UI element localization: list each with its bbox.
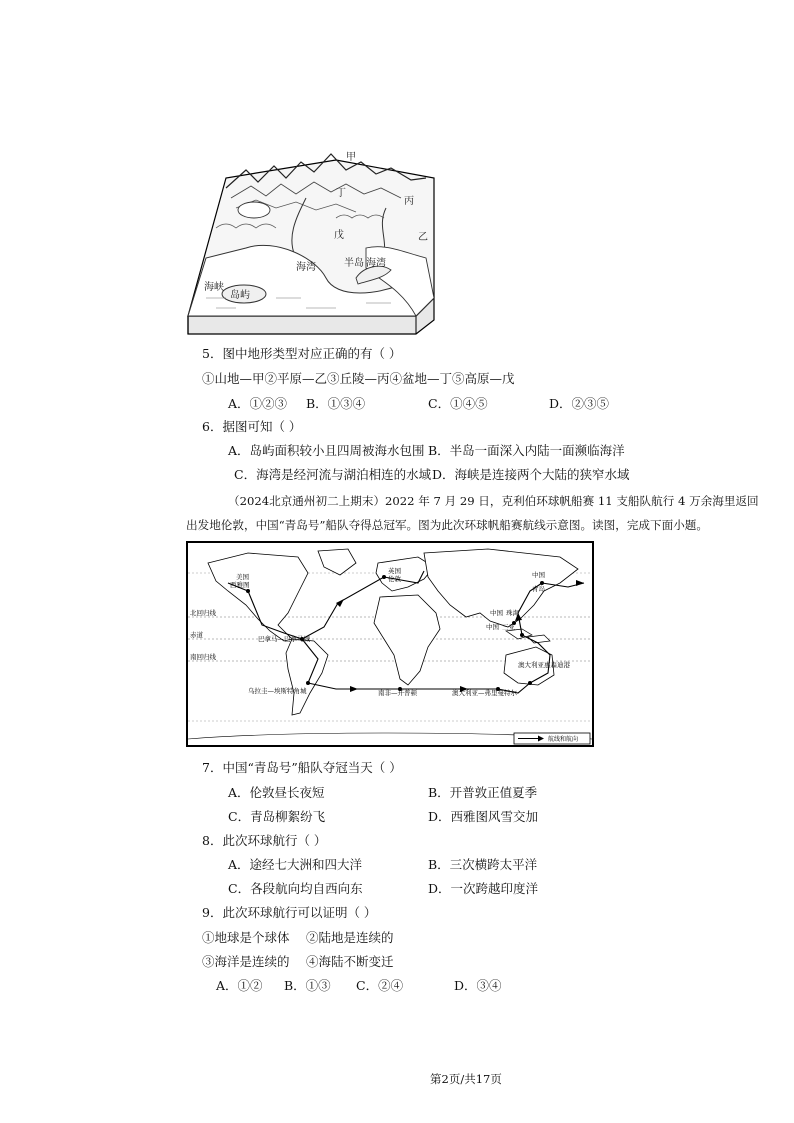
label-airlie: 惠森迪港 bbox=[544, 661, 570, 669]
label-london: 伦敦 bbox=[388, 575, 401, 583]
q6-option-a[interactable]: A．岛屿面积较小且四周被海水包围 bbox=[228, 443, 425, 458]
q5-option-a[interactable]: A．①②③ bbox=[228, 396, 288, 411]
label-daoyu: 岛屿 bbox=[230, 290, 250, 301]
q7-option-c[interactable]: C．青岛柳絮纷飞 bbox=[228, 809, 326, 824]
q5-option-c[interactable]: C．①④⑤ bbox=[428, 396, 488, 411]
label-haiwan-1: 海湾 bbox=[296, 262, 316, 273]
label-uk: 英国 bbox=[388, 567, 401, 575]
q8-stem: 8．此次环球航行（ ） bbox=[202, 833, 327, 848]
q8-option-b[interactable]: B．三次横跨太平洋 bbox=[428, 857, 538, 872]
q6-option-b[interactable]: B．半岛一面深入内陆一面濒临海洋 bbox=[428, 443, 625, 458]
label-wu: 戊 bbox=[334, 230, 344, 241]
label-zhuhai: 珠海 bbox=[506, 609, 519, 617]
label-equator: 赤道 bbox=[190, 631, 203, 639]
q8-option-c[interactable]: C．各段航向均自西向东 bbox=[228, 881, 363, 896]
q7-stem: 7．中国“青岛号”船队夺冠当天（ ） bbox=[202, 760, 402, 775]
map-legend-label: 航线和航向 bbox=[548, 736, 579, 743]
q9-statement-4: ④海陆不断变迁 bbox=[306, 954, 394, 969]
label-haixia: 海峡 bbox=[204, 282, 224, 293]
q9-statement-3: ③海洋是连续的 bbox=[202, 954, 290, 969]
q6-option-c[interactable]: C．海湾是经河流与湖泊相连的水域 bbox=[234, 467, 432, 482]
label-seattle: 西雅图 bbox=[230, 581, 250, 589]
label-bing: 丙 bbox=[404, 196, 414, 207]
intro-line-1: （2024北京通州初二上期末）2022 年 7 月 29 日，克利伯环球帆船赛 11 支船队航行 4 万余海里返回 bbox=[228, 494, 759, 508]
label-ding: 丁 bbox=[336, 188, 346, 199]
q9-option-a[interactable]: A．①② bbox=[216, 978, 263, 993]
q7-option-d[interactable]: D．西雅图风雪交加 bbox=[428, 809, 539, 824]
q9-option-b[interactable]: B．①③ bbox=[284, 978, 331, 993]
q5-statement: ①山地—甲②平原—乙③丘陵—丙④盆地—丁⑤高原—戊 bbox=[202, 371, 515, 386]
q6-option-d[interactable]: D．海峡是连接两个大陆的狭窄水域 bbox=[432, 467, 630, 482]
q5-option-d[interactable]: D．②③⑤ bbox=[549, 396, 610, 411]
q9-statement-2: ②陆地是连续的 bbox=[306, 930, 394, 945]
landform-block-diagram bbox=[186, 148, 438, 336]
label-tropic-s: 南回归线 bbox=[190, 653, 216, 661]
q9-statement-1: ①地球是个球体 bbox=[202, 930, 290, 945]
label-southafrica: 南非—开普顿 bbox=[378, 689, 417, 697]
q8-option-d[interactable]: D．一次跨越印度洋 bbox=[428, 881, 539, 896]
label-haiwan-2: 海湾 bbox=[366, 258, 386, 269]
intro-line-2: 出发地伦敦，中国“青岛号”船队夺得总冠军。图为此次环球帆船赛航线示意图。读图，完成下面小题。 bbox=[186, 518, 708, 532]
label-bandao: 半岛 bbox=[344, 258, 364, 269]
label-china-zh: 中国 bbox=[490, 609, 503, 617]
label-usa: 美国 bbox=[236, 573, 249, 581]
q7-option-b[interactable]: B．开普敦正值夏季 bbox=[428, 785, 538, 800]
label-china-qd: 中国 bbox=[532, 571, 545, 579]
label-uruguay: 乌拉圭—埃斯特角城 bbox=[248, 687, 307, 695]
label-jia: 甲 bbox=[346, 152, 356, 163]
q6-stem: 6．据图可知（ ） bbox=[202, 419, 302, 434]
label-aus: 澳大利亚 bbox=[518, 661, 544, 669]
q9-stem: 9．此次环球航行可以证明（ ） bbox=[202, 905, 377, 920]
label-sanya: 三亚 bbox=[502, 623, 515, 631]
label-china-sy: 中国 bbox=[486, 623, 499, 631]
label-tropic-n: 北回归线 bbox=[190, 609, 216, 617]
q5-stem: 5．图中地形类型对应正确的有（ ） bbox=[202, 346, 402, 361]
q9-option-c[interactable]: C．②④ bbox=[356, 978, 404, 993]
label-yi: 乙 bbox=[418, 232, 428, 243]
q9-option-d[interactable]: D．③④ bbox=[454, 978, 502, 993]
label-qingdao: 青岛 bbox=[532, 585, 545, 593]
page-number: 第2页/共17页 bbox=[430, 1072, 502, 1086]
q8-option-a[interactable]: A．途经七大洲和四大洋 bbox=[228, 857, 363, 872]
q5-option-b[interactable]: B．①③④ bbox=[306, 396, 366, 411]
label-aus-fremantle: 澳大利亚—弗里曼特尔 bbox=[452, 689, 517, 697]
q7-option-a[interactable]: A．伦敦昼长夜短 bbox=[228, 785, 325, 800]
label-panama: 巴拿马—巴拿马城 bbox=[258, 635, 310, 643]
route-map bbox=[186, 541, 594, 747]
